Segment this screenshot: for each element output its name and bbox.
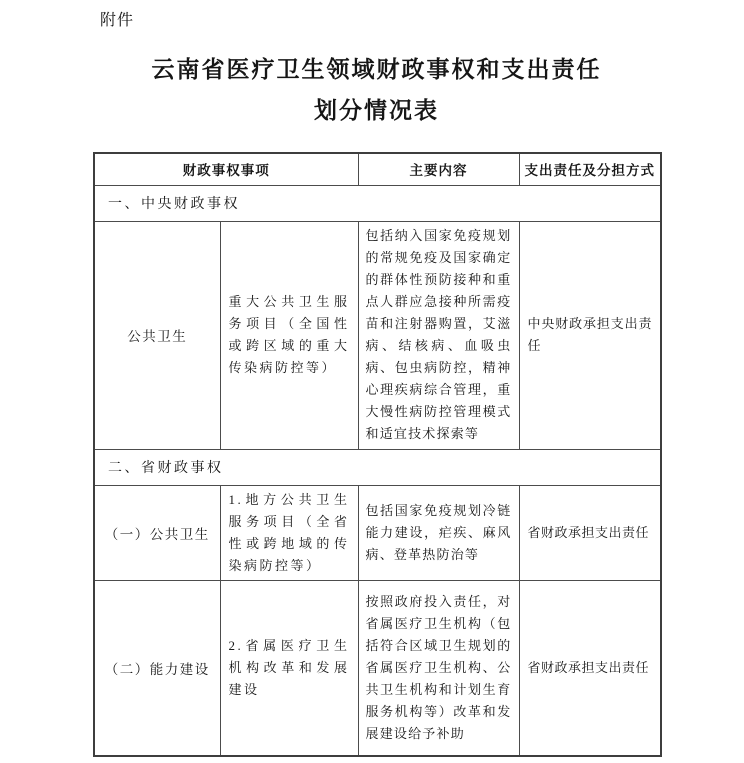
header-expenditure-responsibility: 支出责任及分担方式 [519,153,661,185]
table-row [94,485,661,580]
cell-responsibility: 中央财政承担支出责任 [519,221,661,449]
cell-responsibility: 省财政承担支出责任 [519,485,661,580]
cell-main-content: 按照政府投入责任，对省属医疗卫生机构（包括符合区域卫生规划的省属医疗卫生机构、公共卫生机构和计划生育服务机构等）改革和发展建设给予补助 [358,580,519,756]
section-title-central: 一、中央财政事权 [94,185,661,221]
cell-main-content: 包括纳入国家免疫规划的常规免疫及国家确定的群体性预防接种和重点人群应急接种所需疫苗和注射器购置，艾滋病、结核病、血吸虫病、包虫病防控，精神心理疾病综合管理，重大慢性病防控管理模式和适宜技术探索等 [358,221,519,449]
cell-item: 2.省属医疗卫生机构改革和发展建设 [220,580,358,756]
table-row [94,580,661,756]
table-row [94,221,661,449]
section-row-provincial [94,449,661,485]
page-title-line2: 划分情况表 [314,98,439,123]
section-title-provincial: 二、省财政事权 [94,449,661,485]
section-row-central [94,185,661,221]
cell-responsibility: 省财政承担支出责任 [519,580,661,756]
attachment-label: 附件 [100,12,135,29]
header-fiscal-authority-items: 财政事权事项 [94,153,358,185]
page-title-line1: 云南省医疗卫生领域财政事权和支出责任 [151,57,602,82]
cell-category: （一）公共卫生 [94,485,220,580]
cell-main-content: 包括国家免疫规划冷链能力建设，疟疾、麻风病、登革热防治等 [358,485,519,580]
page-title [93,49,660,131]
cell-item: 重大公共卫生服务项目（全国性或跨区域的重大传染病防控等） [220,221,358,449]
table-header-row [94,153,661,185]
cell-category: 公共卫生 [94,221,220,449]
cell-category: （二）能力建设 [94,580,220,756]
division-table [93,152,662,757]
cell-item: 1.地方公共卫生服务项目（全省性或跨地域的传染病防控等） [220,485,358,580]
header-main-content: 主要内容 [358,153,519,185]
